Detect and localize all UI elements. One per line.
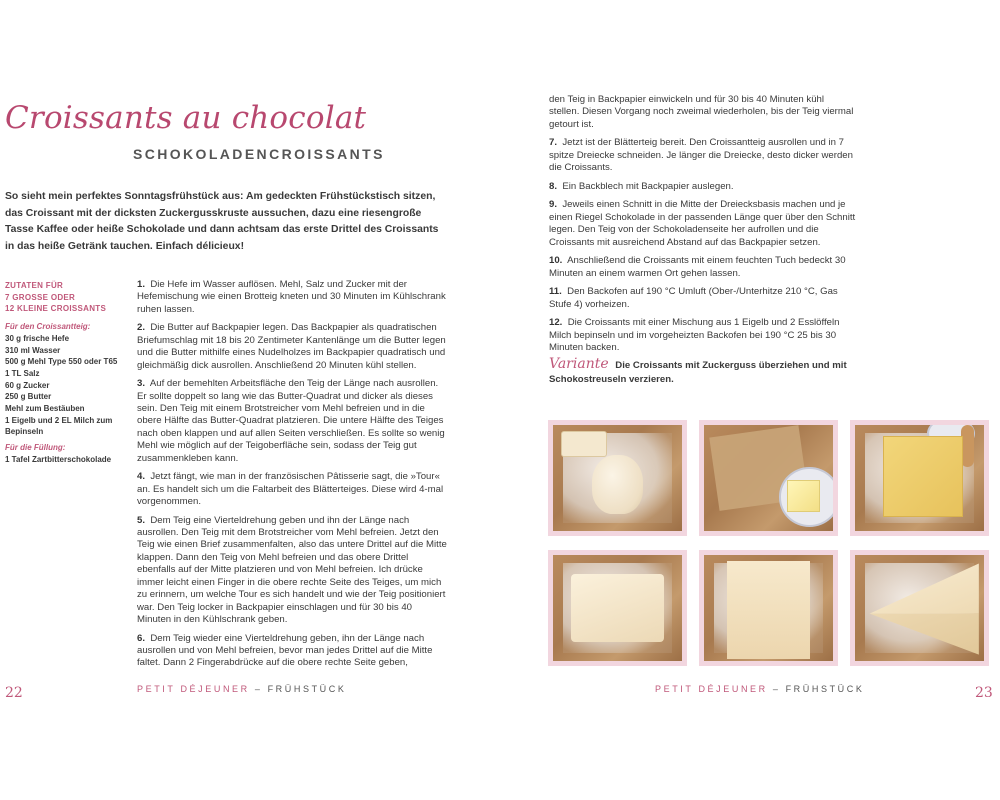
step-number: 9. (549, 199, 558, 211)
step-number: 3. (137, 378, 146, 390)
ingredients-list (5, 280, 125, 466)
step-number: 2. (137, 322, 146, 334)
ingredients-heading-line: 7 GROSSE ODER (5, 292, 76, 302)
page-number-left: 22 (5, 685, 23, 701)
step-item (549, 199, 857, 249)
step-text: Die Croissants mit einer Mischung aus 1 Eigelb und 2 Esslöffeln Milch bepinseln und im vorgeheizten Backofen bei 190 °C 25 bis 30 Minuten backen. (549, 317, 840, 354)
step-number: 4. (137, 471, 146, 483)
step-item (549, 255, 857, 280)
photo-grid (548, 420, 994, 670)
step-text: Den Backofen auf 190 °C Umluft (Ober-/Unterhitze 210 °C, Gas Stufe 4) vorheizen. (549, 286, 838, 310)
ingredients-section-dough: Für den Croissantteig: (5, 322, 91, 332)
photo-folded-dough (548, 550, 687, 666)
step-item (549, 286, 857, 311)
variante-text: Die Croissants mit Zuckerguss überziehen und mit Schokostreuseln verzieren. (549, 360, 847, 385)
footer-subsection: FRÜHSTÜCK (267, 684, 347, 694)
steps-list-right (549, 94, 857, 361)
footer-subsection: FRÜHSTÜCK (785, 684, 865, 694)
step-item (549, 181, 857, 193)
ingredients-heading-line: 12 KLEINE CROISSANTS (5, 304, 107, 314)
ingredient-item: 1 Tafel Zartbitterschokolade (5, 454, 112, 464)
recipe-title: Croissants au chocolat (5, 100, 367, 136)
ingredient-item: 500 g Mehl Type 550 oder T65 (5, 357, 118, 367)
step-number: 6. (137, 632, 146, 644)
footer-section: PETIT DÉJEUNER (137, 684, 250, 694)
step-item (137, 279, 447, 316)
step-number: 11. (549, 286, 562, 298)
step-text: Anschließend die Croissants mit einem feuchten Tuch bedeckt 30 Minuten an einem warmen Ort gehen lassen. (549, 255, 846, 279)
photo-dough-ball (548, 420, 687, 536)
step-item (137, 322, 447, 372)
ingredient-item: 1 Eigelb und 2 EL Milch zum Bepinseln (5, 415, 113, 437)
page-number-right: 23 (975, 685, 993, 701)
photo-butter-square (850, 420, 989, 536)
step-number: 8. (549, 180, 558, 192)
footer-separator: – (772, 684, 781, 694)
step-item (137, 471, 447, 508)
recipe-subtitle: SCHOKOLADENCROISSANTS (133, 146, 385, 162)
step-number: 10. (549, 255, 563, 267)
step-text: Jeweils einen Schnitt in die Mitte der Dreiecksbasis machen und je einen Riegel Schokolade in der passenden Länge quer über den Schnitt legen. Den Teig von der Schokoladenseite her aufrollen und die Croissants mit ausreichend Abstand auf das Backpapier setzen. (549, 199, 856, 248)
step-text: Dem Teig wieder eine Vierteldrehung geben, ihn der Länge nach ausrollen und von Mehl befreien, bevor man jedes Drittel auf die Mitte faltet. Dann 2 Fingerabdrücke auf die obere rechte Seite geben, (137, 632, 433, 669)
ingredient-item: 310 ml Wasser (5, 345, 61, 355)
running-footer-left (137, 684, 346, 694)
step-continuation: den Teig in Backpapier einwickeln und für 30 bis 40 Minuten kühl stellen. Diesen Vorgang noch zweimal wiederholen, bis der Teig viermal getourt ist. (549, 94, 854, 130)
ingredient-item: 60 g Zucker (5, 380, 50, 390)
step-item (137, 633, 447, 670)
ingredient-item: 250 g Butter (5, 392, 52, 402)
step-text: Auf der bemehlten Arbeitsfläche den Teig der Länge nach ausrollen. Er sollte doppelt so lang wie das Butter-Quadrat und dicker als dieses sein. Den Teig mit einem Brotstreicher vom Mehl befreien und in die obere Hälfte das Butter-Quadrat platzieren. Die untere Hälfte des Teiges nach oben klappen und auf allen Seiten verschließen. Es sollte so wenig Mehl wie möglich auf der Teigoberfläche sein, sodass der Teig gut zusammenkleben kann. (137, 378, 445, 464)
step-item (137, 378, 447, 465)
step-number: 12. (549, 317, 563, 329)
intro-paragraph: So sieht mein perfektes Sonntagsfrühstück aus: Am gedeckten Frühstückstisch sitzen, das Croissant mit der dicksten Zuckergusskruste aussuchen, dazu eine riesengroße Tasse Kaffee oder heiße Schokolade und dann achtsam das erste Drittel des Croissants in das heiße Getränk tauchen. Einfach délicieux! (5, 191, 439, 252)
step-item (549, 137, 857, 174)
ingredients-section-filling: Für die Füllung: (5, 443, 66, 453)
step-number: 5. (137, 514, 146, 526)
step-item (549, 317, 857, 354)
photo-cut-triangles (850, 550, 989, 666)
step-text: Dem Teig eine Vierteldrehung geben und ihn der Länge nach ausrollen. Den Teig mit dem Brotstreicher vom Mehl befreien. Jetzt den Teig wie einen Brief zusammenfalten, also das untere Drittel auf die Mitte klappen. Dann den Teig von Mehl befreien und das obere Drittel ebenfalls auf der Mitte platzieren und von Mehl befreien. Ich drücke immer leicht einen Finger in die obere rechte Seite des Teiges, um mich zu erinnern, um welche Tour es sich handelt und wie der Teig positioniert war. Den Teig locker in Backpapier einschlagen und für 30 bis 40 Minuten in den Kühlschrank geben. (137, 514, 447, 625)
ingredients-heading-line: ZUTATEN FÜR (5, 281, 64, 290)
step-text: Die Hefe im Wasser auflösen. Mehl, Salz und Zucker mit der Hefemischung wie einen Brotteig kneten und 30 Minuten im Kühlschrank ruhen lassen. (137, 279, 446, 315)
ingredient-item: 30 g frische Hefe (5, 333, 70, 343)
footer-separator: – (254, 684, 263, 694)
ingredient-item: 1 TL Salz (5, 368, 40, 378)
step-text: Jetzt fängt, wie man in der französischen Pâtisserie sagt, die »Tour« an. Es handelt sich um die Faltarbeit des Blätterteiges. Diese wird 4-mal vorgenommen. (137, 471, 444, 508)
step-number: 1. (137, 279, 146, 290)
step-number: 7. (549, 137, 558, 149)
variante-label: Variante (549, 356, 609, 372)
step-text: Die Butter auf Backpapier legen. Das Backpapier als quadratischen Briefumschlag mit 18 bis 20 Zentimeter Kantenlänge um die Butter legen und die Butter mithilfe eines Nudelholzes im Backpapier quadratisch und gleichmäßig dick ausrollen. Anschließend 20 Minuten kühl stellen. (137, 322, 446, 371)
running-footer-right (655, 684, 864, 694)
photo-butter-paper (699, 420, 838, 536)
step-text: Ein Backblech mit Backpapier auslegen. (562, 180, 734, 192)
step-item (137, 515, 447, 627)
steps-list-left (137, 279, 447, 676)
step-text: Jetzt ist der Blätterteig bereit. Den Croissantteig ausrollen und in 7 spitze Dreiecke schneiden. Je länger die Dreiecke, desto dicker werden die Croissants. (549, 137, 853, 174)
footer-section: PETIT DÉJEUNER (655, 684, 768, 694)
ingredient-item: Mehl zum Bestäuben (5, 404, 85, 414)
photo-rolled-sheet (699, 550, 838, 666)
variante-box (549, 357, 859, 387)
